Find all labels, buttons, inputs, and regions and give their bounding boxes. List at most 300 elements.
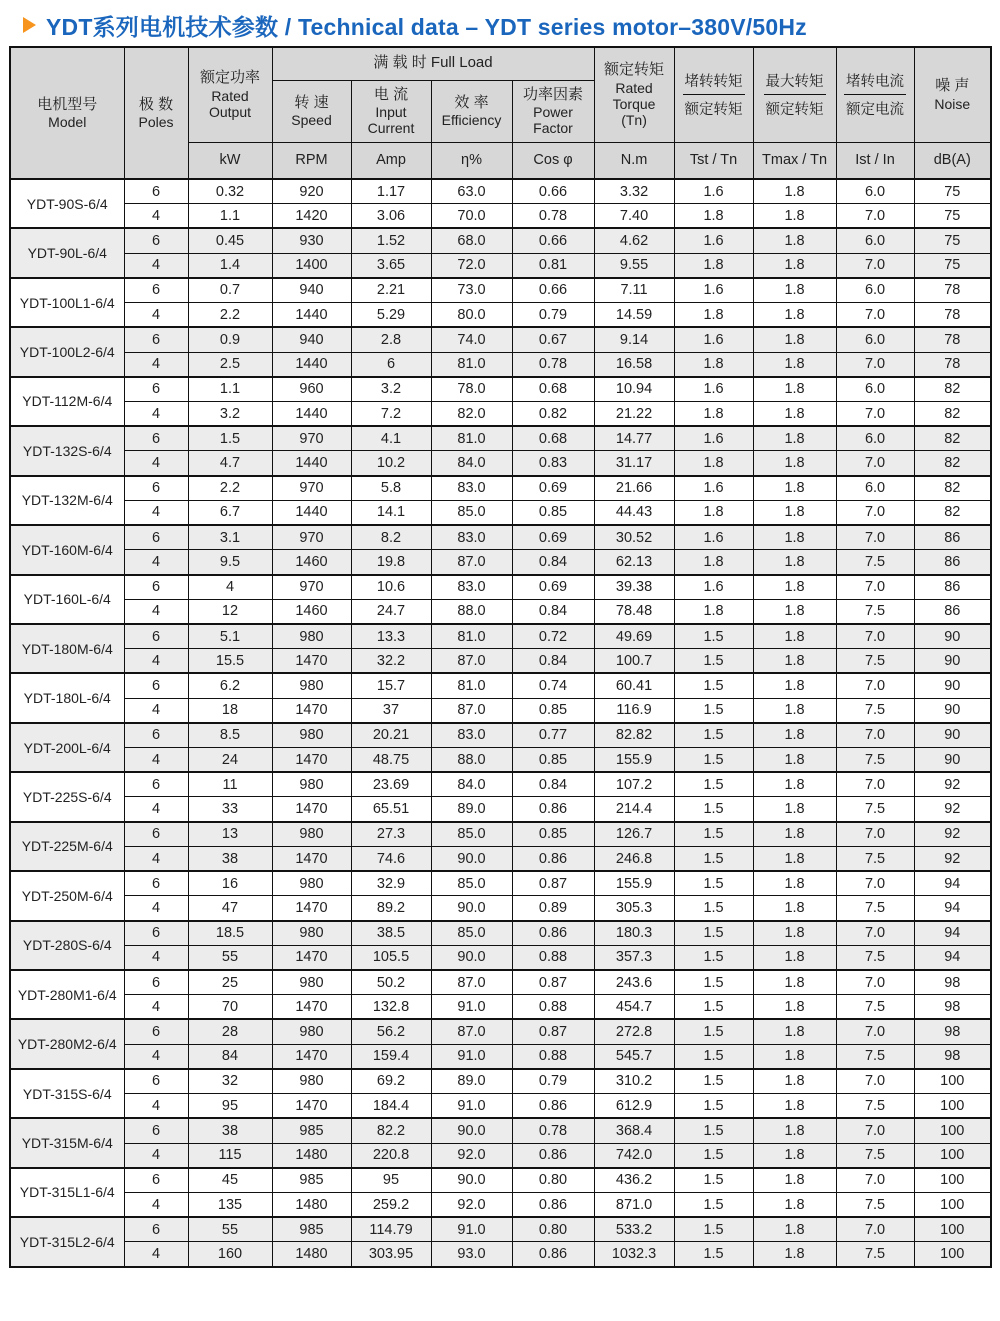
cell-power-factor: 0.78 [512,352,594,377]
cell-tmax-tn: 1.8 [753,303,836,328]
header-row-top [10,47,991,80]
cell-tmax-tn: 1.8 [753,698,836,723]
cell-efficiency-pct: 85.0 [431,822,512,847]
col-header-current-en2: Current [367,120,415,137]
col-header-tst-numerator: 堵转转矩 [683,70,745,95]
cell-noise-dba: 100 [914,1217,991,1242]
cell-current-amp: 1.52 [351,228,431,253]
cell-ist-in: 7.5 [836,1143,914,1168]
cell-rated-output-kw: 1.1 [188,377,272,402]
col-header-speed-en1: Speed [291,112,332,129]
cell-power-factor: 0.88 [512,1044,594,1069]
cell-poles: 6 [124,575,188,600]
col-header-rated-output-en2: Output [208,104,252,121]
cell-poles: 6 [124,476,188,501]
cell-noise-dba: 98 [914,995,991,1020]
cell-speed-rpm: 980 [272,822,351,847]
cell-rated-output-kw: 0.45 [188,228,272,253]
cell-efficiency-pct: 92.0 [431,1192,512,1217]
cell-tmax-tn: 1.8 [753,673,836,698]
cell-current-amp: 48.75 [351,748,431,773]
cell-rated-output-kw: 24 [188,748,272,773]
cell-noise-dba: 90 [914,649,991,674]
cell-ist-in: 7.0 [836,253,914,278]
cell-tmax-tn: 1.8 [753,1192,836,1217]
cell-current-amp: 10.2 [351,451,431,476]
cell-poles: 4 [124,352,188,377]
cell-rated-output-kw: 3.2 [188,401,272,426]
col-header-efficiency-en1: Efficiency [441,112,502,129]
cell-rated-output-kw: 32 [188,1069,272,1094]
cell-efficiency-pct: 88.0 [431,748,512,773]
cell-rated-output-kw: 4 [188,575,272,600]
cell-power-factor: 0.77 [512,723,594,748]
cell-poles: 4 [124,748,188,773]
table-row [10,822,991,847]
cell-efficiency-pct: 90.0 [431,945,512,970]
col-header-rated-output-en1: Rated [211,88,249,105]
page-title [9,8,991,42]
cell-rated-torque-nm: 21.22 [594,401,674,426]
cell-noise-dba: 98 [914,1019,991,1044]
cell-current-amp: 74.6 [351,846,431,871]
cell-speed-rpm: 980 [272,673,351,698]
cell-tmax-tn: 1.8 [753,451,836,476]
table-row [10,748,991,773]
cell-speed-rpm: 980 [272,772,351,797]
cell-poles: 4 [124,698,188,723]
cell-efficiency-pct: 85.0 [431,921,512,946]
cell-tst-tn: 1.8 [674,500,753,525]
table-row [10,1242,991,1267]
cell-current-amp: 65.51 [351,797,431,822]
cell-poles: 6 [124,921,188,946]
cell-rated-torque-nm: 21.66 [594,476,674,501]
cell-rated-torque-nm: 246.8 [594,846,674,871]
col-header-power-factor-en2: Factor [533,120,573,137]
cell-ist-in: 7.5 [836,846,914,871]
cell-power-factor: 0.81 [512,253,594,278]
cell-tmax-tn: 1.8 [753,1044,836,1069]
model-cell: YDT-90S-6/4 [10,179,124,228]
cell-tmax-tn: 1.8 [753,575,836,600]
model-cell: YDT-180M-6/4 [10,624,124,673]
cell-efficiency-pct: 81.0 [431,426,512,451]
col-header-poles-en: Poles [138,114,174,131]
cell-tmax-tn: 1.8 [753,624,836,649]
cell-ist-in: 7.5 [836,896,914,921]
cell-rated-output-kw: 33 [188,797,272,822]
cell-noise-dba: 90 [914,624,991,649]
cell-efficiency-pct: 78.0 [431,377,512,402]
cell-rated-torque-nm: 533.2 [594,1217,674,1242]
cell-rated-torque-nm: 454.7 [594,995,674,1020]
cell-speed-rpm: 980 [272,723,351,748]
cell-rated-output-kw: 115 [188,1143,272,1168]
cell-tmax-tn: 1.8 [753,970,836,995]
cell-efficiency-pct: 85.0 [431,500,512,525]
cell-noise-dba: 86 [914,550,991,575]
cell-efficiency-pct: 90.0 [431,1168,512,1193]
cell-speed-rpm: 1480 [272,1192,351,1217]
cell-power-factor: 0.87 [512,970,594,995]
cell-current-amp: 105.5 [351,945,431,970]
cell-tmax-tn: 1.8 [753,896,836,921]
cell-tst-tn: 1.5 [674,945,753,970]
cell-tmax-tn: 1.8 [753,723,836,748]
cell-rated-output-kw: 70 [188,995,272,1020]
model-cell: YDT-90L-6/4 [10,228,124,277]
unit-rated-output: kW [188,142,272,179]
cell-tmax-tn: 1.8 [753,649,836,674]
unit-speed: RPM [272,142,351,179]
cell-noise-dba: 90 [914,673,991,698]
cell-efficiency-pct: 72.0 [431,253,512,278]
cell-power-factor: 0.78 [512,1118,594,1143]
cell-ist-in: 7.5 [836,1094,914,1119]
cell-ist-in: 6.0 [836,426,914,451]
cell-tst-tn: 1.5 [674,1069,753,1094]
cell-efficiency-pct: 70.0 [431,204,512,229]
model-cell: YDT-250M-6/4 [10,871,124,920]
cell-power-factor: 0.86 [512,1192,594,1217]
cell-current-amp: 89.2 [351,896,431,921]
cell-rated-torque-nm: 545.7 [594,1044,674,1069]
cell-rated-torque-nm: 62.13 [594,550,674,575]
cell-rated-output-kw: 4.7 [188,451,272,476]
cell-speed-rpm: 960 [272,377,351,402]
cell-tst-tn: 1.5 [674,772,753,797]
cell-tmax-tn: 1.8 [753,476,836,501]
cell-speed-rpm: 1440 [272,451,351,476]
cell-rated-output-kw: 84 [188,1044,272,1069]
cell-tst-tn: 1.5 [674,1044,753,1069]
cell-noise-dba: 100 [914,1192,991,1217]
cell-poles: 6 [124,1019,188,1044]
cell-ist-in: 7.5 [836,698,914,723]
cell-rated-output-kw: 2.5 [188,352,272,377]
table-row [10,179,991,204]
cell-tst-tn: 1.5 [674,995,753,1020]
cell-rated-output-kw: 6.2 [188,673,272,698]
table-row [10,327,991,352]
cell-power-factor: 0.82 [512,401,594,426]
cell-power-factor: 0.83 [512,451,594,476]
cell-power-factor: 0.86 [512,1242,594,1267]
cell-rated-output-kw: 5.1 [188,624,272,649]
cell-power-factor: 0.78 [512,204,594,229]
table-row [10,995,991,1020]
cell-efficiency-pct: 81.0 [431,673,512,698]
cell-current-amp: 159.4 [351,1044,431,1069]
cell-tst-tn: 1.6 [674,476,753,501]
cell-rated-output-kw: 47 [188,896,272,921]
cell-power-factor: 0.85 [512,698,594,723]
cell-efficiency-pct: 93.0 [431,1242,512,1267]
cell-power-factor: 0.79 [512,1069,594,1094]
cell-efficiency-pct: 84.0 [431,451,512,476]
cell-efficiency-pct: 82.0 [431,401,512,426]
cell-efficiency-pct: 90.0 [431,896,512,921]
cell-current-amp: 56.2 [351,1019,431,1044]
cell-efficiency-pct: 91.0 [431,1044,512,1069]
cell-power-factor: 0.86 [512,921,594,946]
cell-poles: 6 [124,377,188,402]
col-header-speed [272,80,351,142]
model-cell: YDT-160L-6/4 [10,575,124,624]
table-row [10,1019,991,1044]
table-row [10,550,991,575]
table-row [10,303,991,328]
cell-rated-output-kw: 3.1 [188,525,272,550]
cell-speed-rpm: 1470 [272,748,351,773]
cell-tmax-tn: 1.8 [753,1168,836,1193]
cell-efficiency-pct: 83.0 [431,723,512,748]
cell-rated-torque-nm: 107.2 [594,772,674,797]
cell-noise-dba: 100 [914,1242,991,1267]
cell-rated-torque-nm: 155.9 [594,871,674,896]
cell-rated-output-kw: 95 [188,1094,272,1119]
cell-current-amp: 4.1 [351,426,431,451]
cell-current-amp: 24.7 [351,599,431,624]
cell-ist-in: 7.0 [836,921,914,946]
cell-power-factor: 0.85 [512,822,594,847]
cell-noise-dba: 90 [914,748,991,773]
cell-power-factor: 0.66 [512,228,594,253]
cell-current-amp: 50.2 [351,970,431,995]
table-row [10,1118,991,1143]
table-row [10,772,991,797]
cell-power-factor: 0.69 [512,525,594,550]
cell-tst-tn: 1.6 [674,377,753,402]
cell-noise-dba: 90 [914,698,991,723]
cell-current-amp: 19.8 [351,550,431,575]
model-cell: YDT-100L2-6/4 [10,327,124,376]
cell-tst-tn: 1.8 [674,352,753,377]
cell-rated-output-kw: 0.32 [188,179,272,204]
cell-ist-in: 7.0 [836,624,914,649]
col-header-power-factor-zh: 功率因素 [523,85,584,103]
cell-ist-in: 7.0 [836,723,914,748]
unit-rated-torque: N.m [594,142,674,179]
cell-poles: 4 [124,204,188,229]
cell-power-factor: 0.74 [512,673,594,698]
cell-noise-dba: 100 [914,1069,991,1094]
cell-tmax-tn: 1.8 [753,871,836,896]
cell-rated-torque-nm: 310.2 [594,1069,674,1094]
cell-rated-torque-nm: 305.3 [594,896,674,921]
cell-rated-output-kw: 0.7 [188,278,272,303]
cell-noise-dba: 98 [914,970,991,995]
cell-poles: 6 [124,1217,188,1242]
cell-speed-rpm: 1470 [272,1094,351,1119]
cell-rated-torque-nm: 368.4 [594,1118,674,1143]
col-header-tst-denominator: 额定转矩 [684,102,743,119]
cell-tst-tn: 1.5 [674,1118,753,1143]
cell-poles: 6 [124,772,188,797]
cell-speed-rpm: 940 [272,278,351,303]
cell-speed-rpm: 980 [272,1019,351,1044]
cell-current-amp: 3.06 [351,204,431,229]
cell-efficiency-pct: 87.0 [431,698,512,723]
table-row [10,846,991,871]
cell-ist-in: 6.0 [836,476,914,501]
cell-rated-output-kw: 0.9 [188,327,272,352]
table-row [10,698,991,723]
cell-current-amp: 132.8 [351,995,431,1020]
cell-tmax-tn: 1.8 [753,1069,836,1094]
cell-power-factor: 0.84 [512,649,594,674]
col-header-rated-torque-en1: Rated [615,79,653,96]
cell-noise-dba: 75 [914,204,991,229]
cell-tst-tn: 1.6 [674,179,753,204]
cell-noise-dba: 78 [914,278,991,303]
cell-noise-dba: 94 [914,921,991,946]
cell-poles: 6 [124,1069,188,1094]
cell-poles: 6 [124,1168,188,1193]
cell-poles: 6 [124,673,188,698]
cell-speed-rpm: 970 [272,575,351,600]
cell-current-amp: 184.4 [351,1094,431,1119]
cell-rated-torque-nm: 78.48 [594,599,674,624]
cell-tmax-tn: 1.8 [753,846,836,871]
cell-noise-dba: 82 [914,401,991,426]
cell-rated-torque-nm: 180.3 [594,921,674,946]
cell-speed-rpm: 1440 [272,500,351,525]
cell-poles: 6 [124,822,188,847]
cell-ist-in: 7.0 [836,1118,914,1143]
cell-efficiency-pct: 63.0 [431,179,512,204]
table-row [10,377,991,402]
cell-tmax-tn: 1.8 [753,401,836,426]
cell-noise-dba: 92 [914,797,991,822]
cell-noise-dba: 75 [914,253,991,278]
cell-poles: 6 [124,179,188,204]
col-header-rated-torque-zh: 额定转矩 [604,61,665,79]
unit-tmax-ratio: Tmax / Tn [753,142,836,179]
cell-noise-dba: 94 [914,945,991,970]
cell-tmax-tn: 1.8 [753,1242,836,1267]
cell-rated-output-kw: 38 [188,1118,272,1143]
col-header-rated-torque-en3: (Tn) [621,112,647,129]
col-header-noise-en1: Noise [934,96,971,113]
cell-tmax-tn: 1.8 [753,500,836,525]
cell-ist-in: 7.0 [836,575,914,600]
cell-tmax-tn: 1.8 [753,377,836,402]
cell-ist-in: 7.0 [836,500,914,525]
table-row [10,278,991,303]
table-row [10,599,991,624]
cell-ist-in: 7.5 [836,797,914,822]
cell-noise-dba: 82 [914,377,991,402]
cell-noise-dba: 75 [914,179,991,204]
model-cell: YDT-100L1-6/4 [10,278,124,327]
cell-speed-rpm: 1400 [272,253,351,278]
cell-speed-rpm: 1470 [272,698,351,723]
cell-tst-tn: 1.5 [674,970,753,995]
cell-speed-rpm: 980 [272,1069,351,1094]
cell-tmax-tn: 1.8 [753,426,836,451]
cell-rated-torque-nm: 44.43 [594,500,674,525]
cell-poles: 4 [124,797,188,822]
cell-poles: 4 [124,401,188,426]
table-row [10,871,991,896]
col-header-tmax-denominator: 额定转矩 [765,102,824,119]
cell-current-amp: 2.21 [351,278,431,303]
cell-speed-rpm: 980 [272,871,351,896]
cell-rated-output-kw: 28 [188,1019,272,1044]
cell-rated-output-kw: 1.4 [188,253,272,278]
cell-poles: 6 [124,327,188,352]
cell-poles: 6 [124,426,188,451]
cell-ist-in: 7.0 [836,352,914,377]
cell-tst-tn: 1.8 [674,550,753,575]
cell-ist-in: 7.0 [836,1019,914,1044]
cell-noise-dba: 92 [914,822,991,847]
cell-current-amp: 10.6 [351,575,431,600]
cell-tmax-tn: 1.8 [753,204,836,229]
cell-current-amp: 32.2 [351,649,431,674]
cell-efficiency-pct: 83.0 [431,525,512,550]
cell-ist-in: 7.0 [836,673,914,698]
cell-efficiency-pct: 83.0 [431,575,512,600]
model-cell: YDT-132S-6/4 [10,426,124,475]
cell-noise-dba: 92 [914,846,991,871]
cell-rated-torque-nm: 14.77 [594,426,674,451]
cell-ist-in: 7.0 [836,772,914,797]
cell-efficiency-pct: 68.0 [431,228,512,253]
col-header-tmax-numerator: 最大转矩 [764,70,826,95]
col-header-poles-zh: 极 数 [138,95,174,113]
cell-tst-tn: 1.5 [674,797,753,822]
cell-rated-output-kw: 12 [188,599,272,624]
table-row [10,426,991,451]
model-cell: YDT-280S-6/4 [10,921,124,970]
cell-tst-tn: 1.5 [674,748,753,773]
table-row [10,451,991,476]
cell-efficiency-pct: 87.0 [431,970,512,995]
cell-poles: 4 [124,995,188,1020]
table-row [10,1143,991,1168]
cell-poles: 6 [124,871,188,896]
cell-tmax-tn: 1.8 [753,550,836,575]
cell-tmax-tn: 1.8 [753,1019,836,1044]
cell-noise-dba: 100 [914,1094,991,1119]
cell-poles: 4 [124,1094,188,1119]
cell-tst-tn: 1.6 [674,327,753,352]
col-header-current-en1: Input [375,104,407,121]
cell-tst-tn: 1.6 [674,278,753,303]
col-header-rated-torque-en2: Torque [612,96,656,113]
col-header-rated-torque [594,47,674,142]
cell-current-amp: 7.2 [351,401,431,426]
cell-tst-tn: 1.8 [674,451,753,476]
cell-power-factor: 0.66 [512,179,594,204]
cell-tmax-tn: 1.8 [753,179,836,204]
unit-current: Amp [351,142,431,179]
model-cell: YDT-225S-6/4 [10,772,124,821]
cell-noise-dba: 90 [914,723,991,748]
cell-ist-in: 6.0 [836,278,914,303]
cell-rated-torque-nm: 7.11 [594,278,674,303]
cell-current-amp: 13.3 [351,624,431,649]
cell-speed-rpm: 1470 [272,896,351,921]
table-row [10,1192,991,1217]
cell-tmax-tn: 1.8 [753,822,836,847]
cell-rated-output-kw: 38 [188,846,272,871]
cell-current-amp: 3.2 [351,377,431,402]
cell-ist-in: 7.0 [836,1069,914,1094]
